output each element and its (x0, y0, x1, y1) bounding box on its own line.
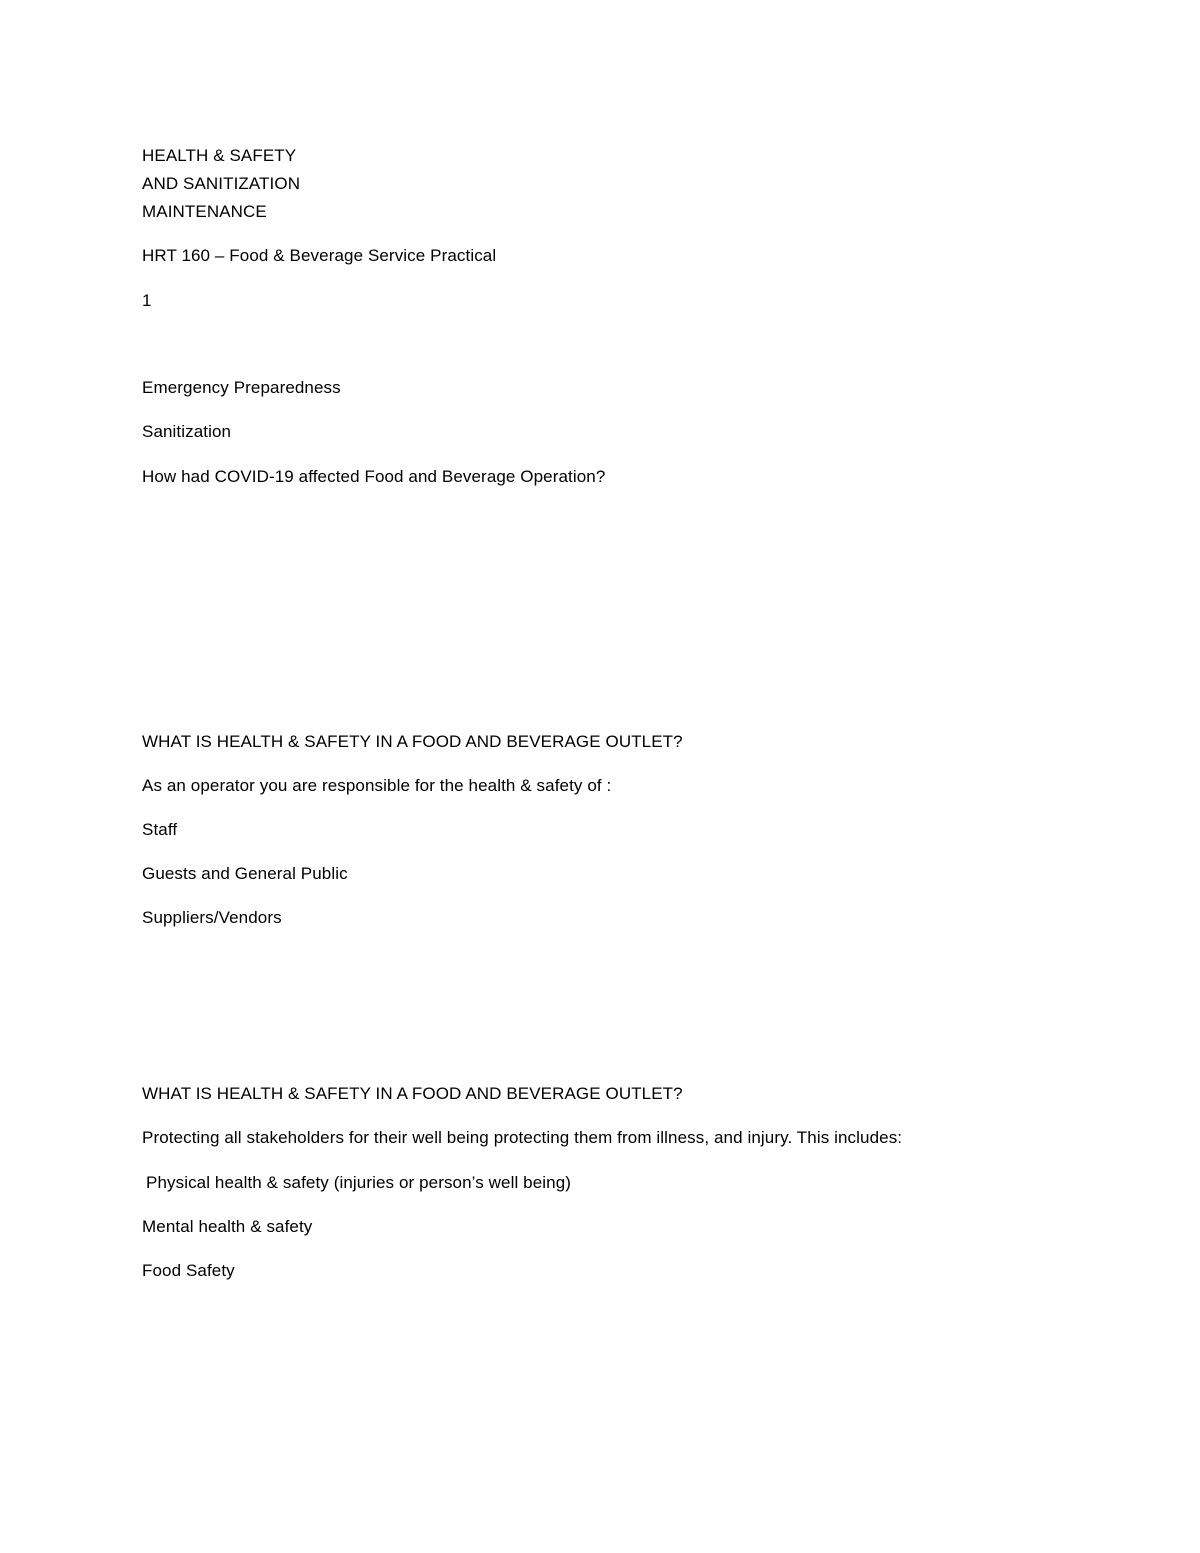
overview-item-emergency: Emergency Preparedness (142, 378, 341, 397)
title-line-2: AND SANITIZATION (142, 174, 301, 193)
wellbeing-item-physical: Physical health & safety (injuries or person’s well being) (146, 1173, 572, 1192)
section-heading-responsibility: WHAT IS HEALTH & SAFETY IN A FOOD AND BEVERAGE OUTLET? (142, 732, 683, 751)
responsibility-item-suppliers: Suppliers/Vendors (142, 908, 282, 927)
responsibility-item-staff: Staff (142, 820, 178, 839)
title-line-1: HEALTH & SAFETY (142, 146, 297, 165)
responsibility-item-guests: Guests and General Public (142, 864, 348, 883)
overview-item-sanitization: Sanitization (142, 422, 232, 441)
overview-item-covid: How had COVID-19 affected Food and Beverage Operation? (142, 467, 606, 486)
slide-number: 1 (142, 291, 152, 310)
course-title: HRT 160 – Food & Beverage Service Practical (142, 246, 497, 265)
section-heading-wellbeing: WHAT IS HEALTH & SAFETY IN A FOOD AND BEVERAGE OUTLET? (142, 1084, 683, 1103)
wellbeing-intro: Protecting all stakeholders for their well being protecting them from illness, and injury. This includes: (142, 1128, 903, 1147)
title-line-3: MAINTENANCE (142, 202, 267, 221)
responsibility-intro: As an operator you are responsible for the health & safety of : (142, 776, 612, 795)
wellbeing-item-food-safety: Food Safety (142, 1261, 235, 1280)
wellbeing-item-mental: Mental health & safety (142, 1217, 313, 1236)
